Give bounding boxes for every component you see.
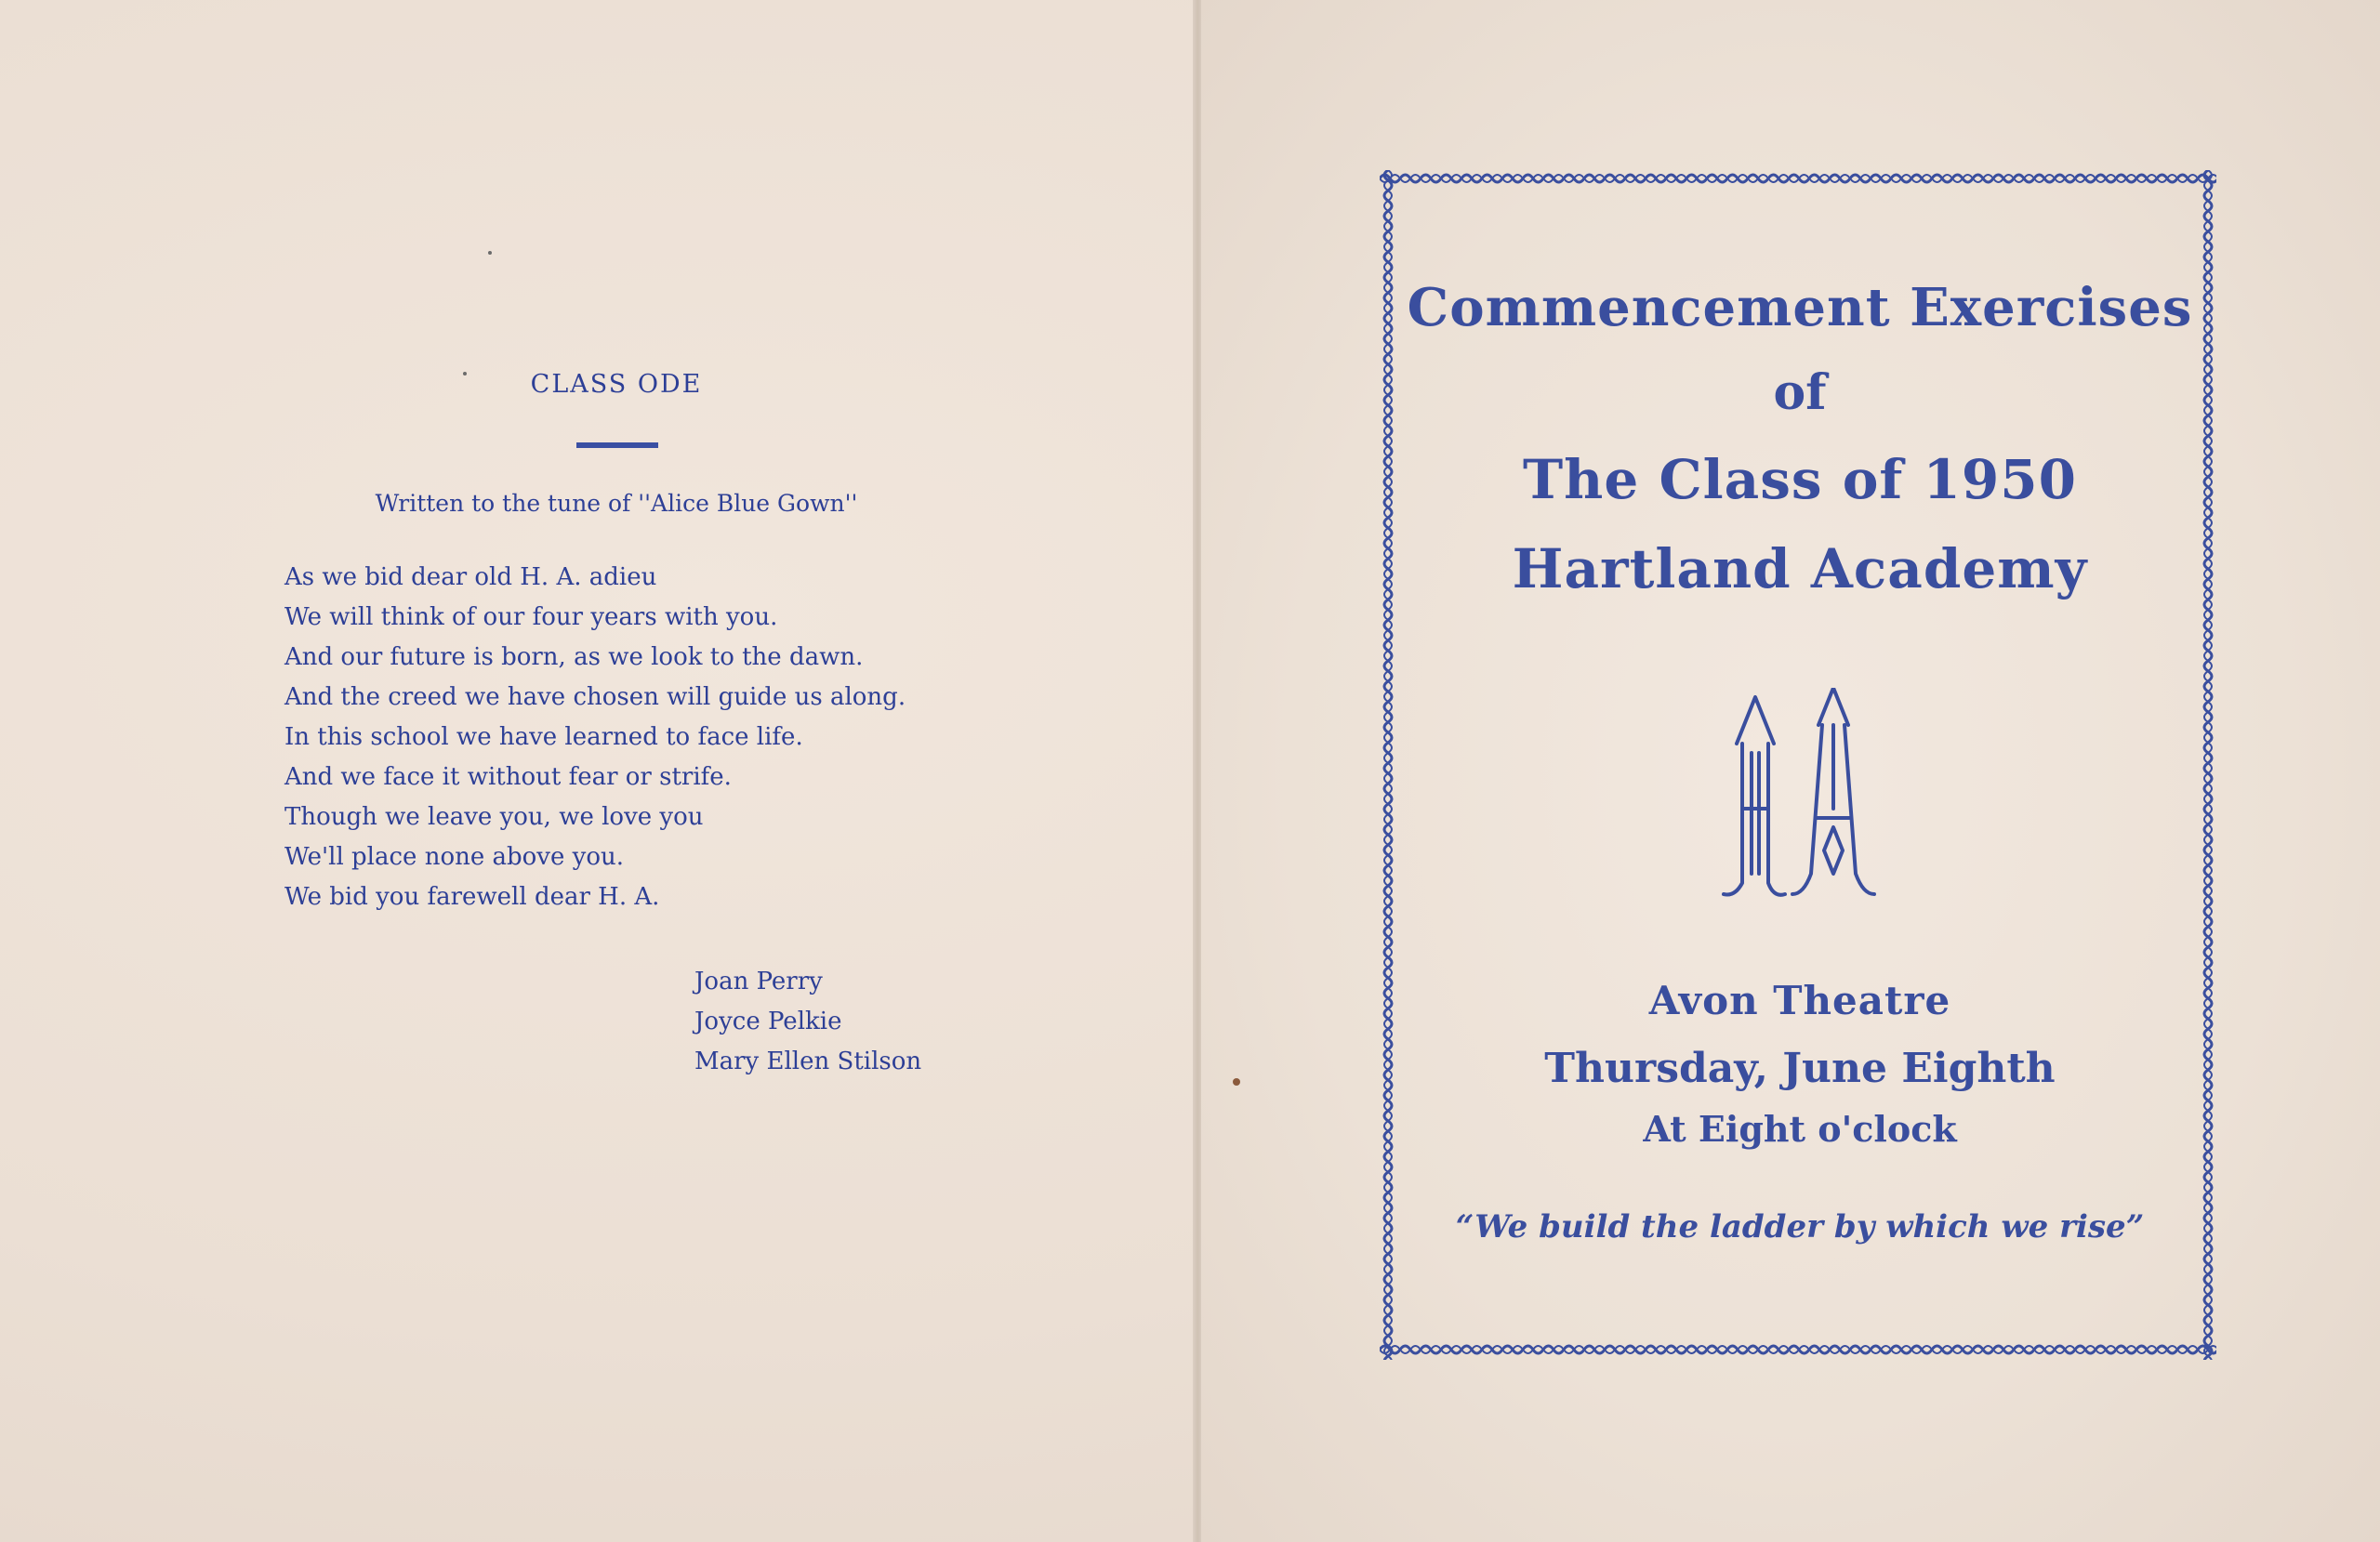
verse-line: As we bid dear old H. A. adieu <box>284 563 657 591</box>
class-ode-subtitle: Written to the tune of ''Alice Blue Gown'' <box>375 490 858 517</box>
title-underline <box>576 442 658 448</box>
paper-speck <box>488 251 492 255</box>
verse-line: We will think of our four years with you. <box>284 603 778 631</box>
heading-commencement: Commencement Exercises <box>1407 277 2193 338</box>
event-time: At Eight o'clock <box>1643 1108 1957 1150</box>
author-name: Joan Perry <box>694 968 823 995</box>
ha-monogram-logo <box>1714 688 1882 911</box>
verse-line: And we face it without fear or strife. <box>284 763 732 791</box>
heading-class-year: The Class of 1950 <box>1523 448 2077 511</box>
verse-line: Though we leave you, we love you <box>284 803 704 831</box>
verse-line: And our future is born, as we look to the dawn. <box>284 643 864 671</box>
verse-line: We bid you farewell dear H. A. <box>284 883 660 911</box>
author-name: Mary Ellen Stilson <box>694 1048 922 1075</box>
class-ode-authors <box>694 962 1085 1082</box>
paper-speck <box>1233 1078 1240 1086</box>
author-name: Joyce Pelkie <box>694 1008 842 1035</box>
venue: Avon Theatre <box>1648 978 1951 1023</box>
event-date: Thursday, June Eighth <box>1544 1045 2056 1092</box>
heading-school: Hartland Academy <box>1512 537 2088 600</box>
paper-speck <box>463 372 467 376</box>
verse-line: In this school we have learned to face life. <box>284 723 803 751</box>
class-ode-title: CLASS ODE <box>530 370 703 399</box>
class-motto: “We build the ladder by which we rise” <box>1455 1208 2145 1245</box>
class-ode-verse <box>284 558 991 917</box>
heading-of: of <box>1773 364 1827 421</box>
verse-line: And the creed we have chosen will guide us along. <box>284 683 906 711</box>
verse-line: We'll place none above you. <box>284 843 624 871</box>
